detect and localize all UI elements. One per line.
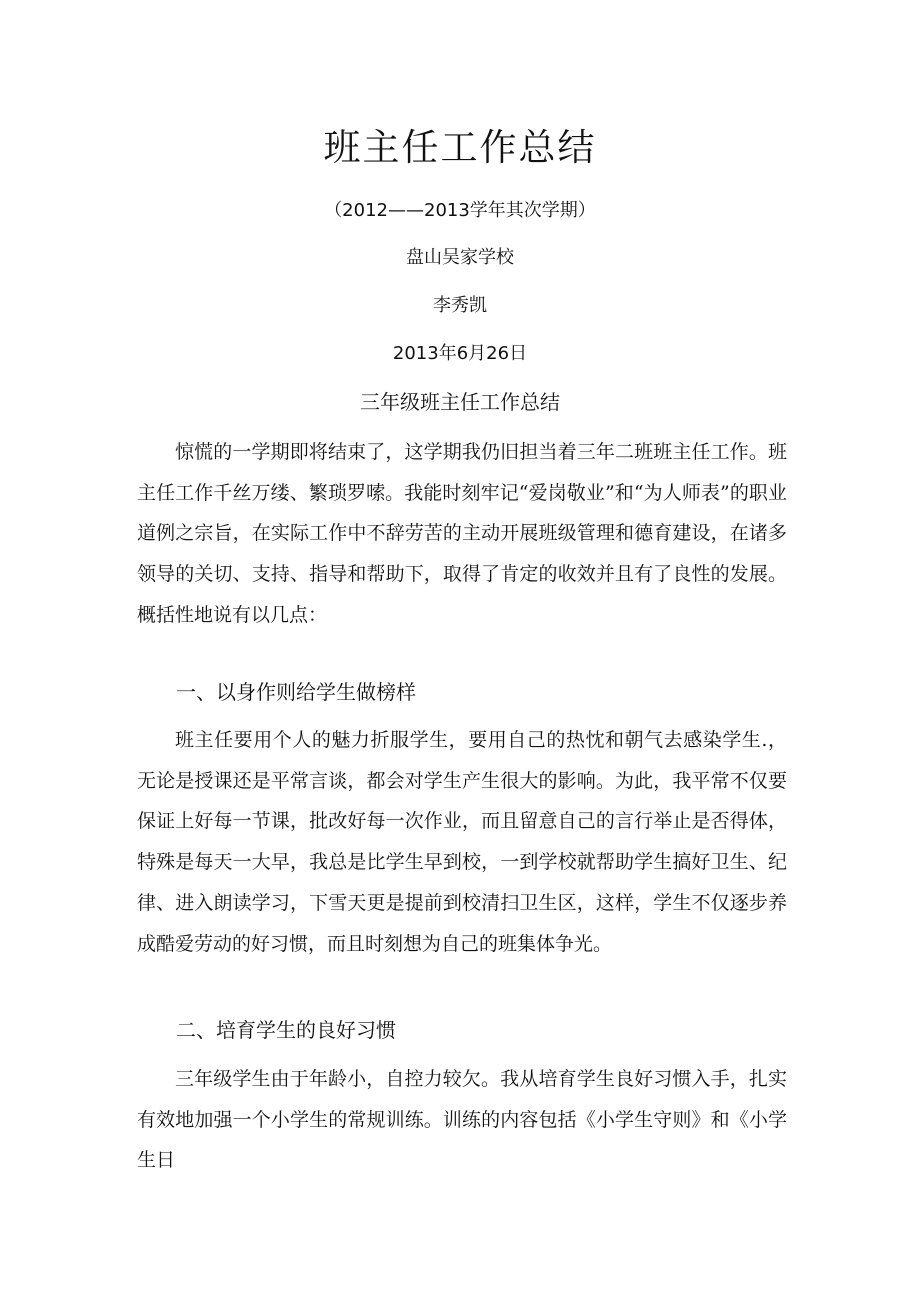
intro-paragraph: 惊慌的一学期即将结束了，这学期我仍旧担当着三年二班班主任工作。班主任工作千丝万缕、繁琐罗嗦。我能时刻牢记“爱岗敬业”和“为人师表”的职业道例之宗旨，在实际工作中不辞劳苦的主动开展班级管理和德育建设，在诸多领导的关切、支持、指导和帮助下，取得了肯定的收效并且有了良性的发展。概括性地说有以几点：: [137, 441, 787, 626]
author-name: 李秀凯: [433, 295, 487, 316]
section-heading-1: 一、以身作则给学生做榜样: [176, 680, 416, 704]
subtitle: 三年级班主任工作总结: [360, 390, 560, 414]
document-title: 班主任工作总结: [323, 126, 597, 169]
section-body-2: 三年级学生由于年龄小，自控力较欠。我从培育学生良好习惯入手，扎实有效地加强一个小学生的常规训练。训练的内容包括《小学生守则》和《小学生日: [137, 1068, 787, 1172]
section-heading-2: 二、培育学生的良好习惯: [176, 1018, 396, 1042]
school-name: 盘山吴家学校: [406, 247, 514, 268]
section-body-1: 班主任要用个人的魅力折服学生，要用自己的热忱和朝气去感染学生.，无论是授课还是平常言谈，都会对学生产生很大的影响。为此，我平常不仅要保证上好每一节课，批改好每一次作业，而且留意自己的言行举止是否得体，特殊是每天一大早，我总是比学生早到校，一到学校就帮助学生搞好卫生、纪律、进入朗读学习，下雪天更是提前到校清扫卫生区，这样，学生不仅逐步养成酷爱劳动的好习惯，而且时刻想为自己的班集体争光。: [137, 729, 787, 955]
document-date: 2013年6月26日: [392, 343, 528, 364]
term-line: （2012——2013学年其次学期）: [324, 200, 596, 221]
